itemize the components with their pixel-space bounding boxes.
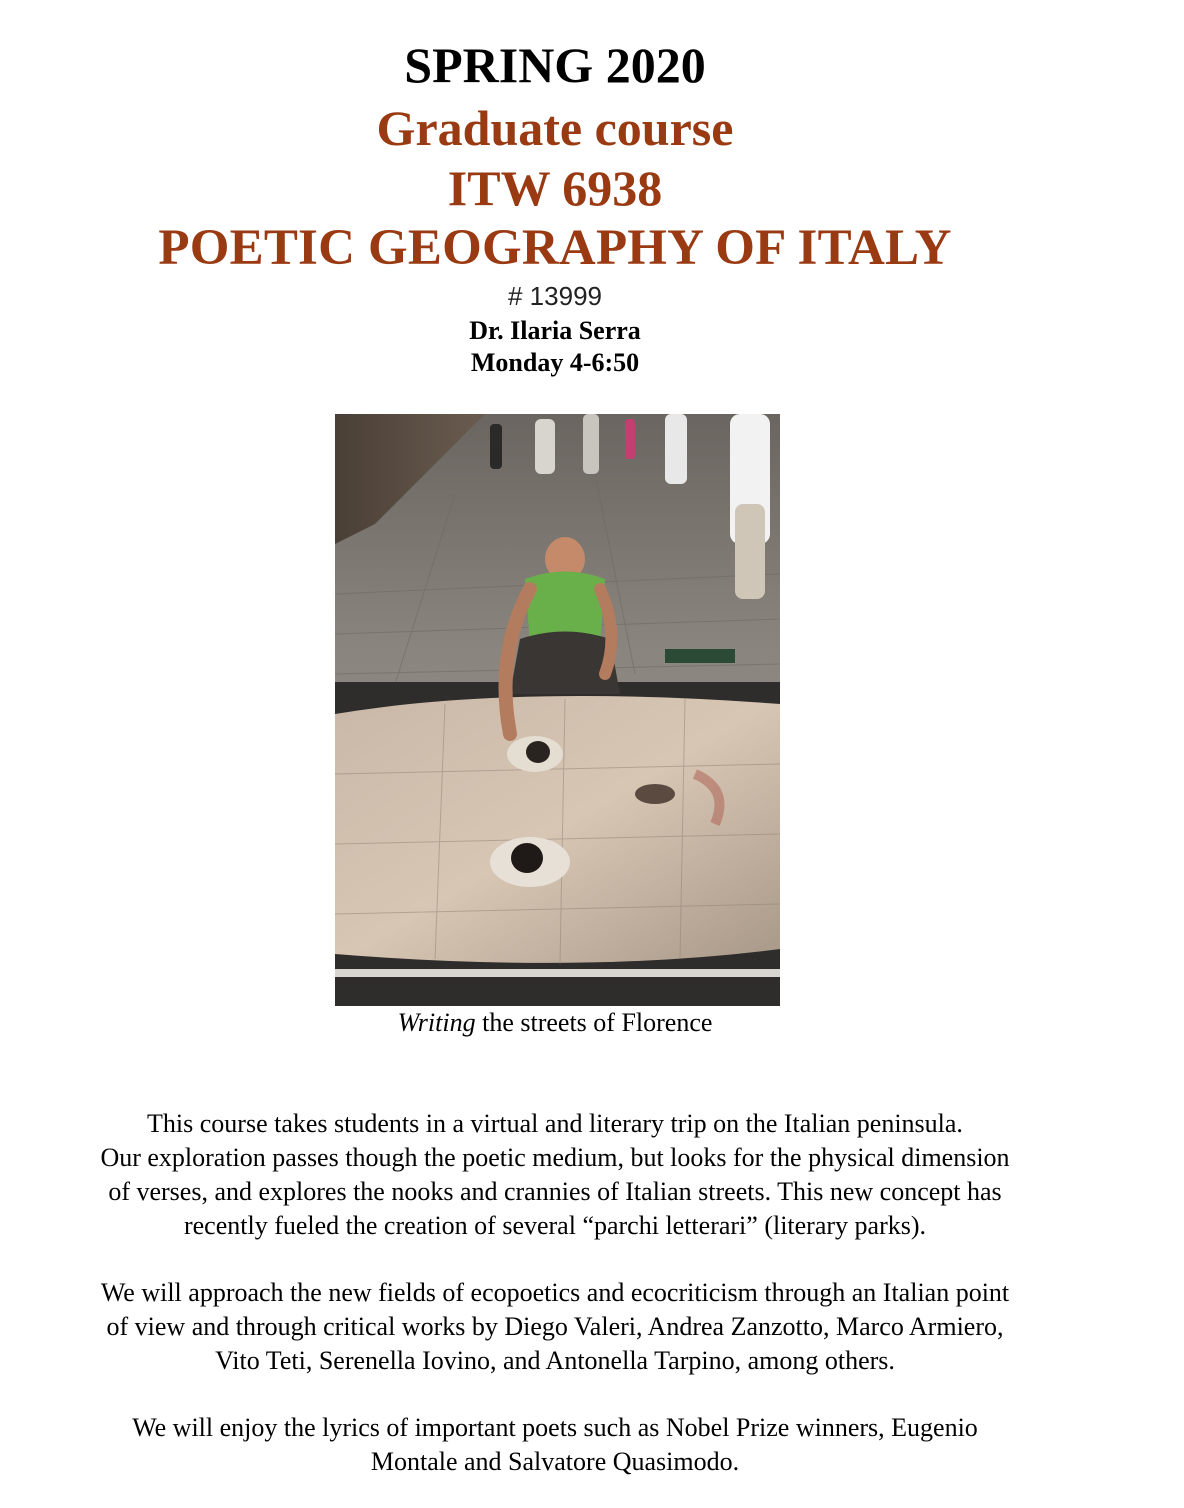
photo-caption — [0, 1008, 1110, 1038]
course-level-heading: Graduate course — [376, 100, 734, 156]
description-paragraph-3 — [20, 1411, 1090, 1479]
caption-italic-word: Writing — [397, 1008, 476, 1037]
street-chalk-art-photo — [335, 414, 780, 1006]
description-paragraph-1 — [20, 1107, 1090, 1243]
paragraph-1-line-4: recently fueled the creation of several “parchi letterari” (literary parks). — [183, 1211, 927, 1240]
course-title: POETIC GEOGRAPHY OF ITALY — [158, 220, 952, 276]
season-heading: SPRING 2020 — [404, 37, 706, 93]
paragraph-2-line-3: Vito Teti, Serenella Iovino, and Antonella Tarpino, among others. — [215, 1346, 895, 1375]
instructor-name: Dr. Ilaria Serra — [469, 316, 641, 345]
paragraph-2-line-1: We will approach the new fields of ecopoetics and ecocriticism through an Italian point — [100, 1278, 1010, 1307]
paragraph-1-line-2: Our exploration passes though the poetic medium, but looks for the physical dimension — [100, 1143, 1010, 1172]
course-number: # 13999 — [508, 281, 602, 311]
paragraph-1-line-1: This course takes students in a virtual and literary trip on the Italian peninsula. — [147, 1109, 963, 1138]
paragraph-3-line-1: We will enjoy the lyrics of important poets such as Nobel Prize winners, Eugenio — [132, 1413, 978, 1442]
class-schedule: Monday 4-6:50 — [470, 348, 640, 377]
paragraph-3-line-2: Montale and Salvatore Quasimodo. — [370, 1447, 740, 1476]
paragraph-1-line-3: of verses, and explores the nooks and crannies of Italian streets. This new concept has — [108, 1177, 1002, 1206]
caption-text: the streets of Florence — [475, 1008, 713, 1037]
course-code-heading: ITW 6938 — [447, 160, 663, 216]
description-paragraph-2 — [20, 1276, 1090, 1378]
paragraph-2-line-2: of view and through critical works by Diego Valeri, Andrea Zanzotto, Marco Armiero, — [106, 1312, 1004, 1341]
